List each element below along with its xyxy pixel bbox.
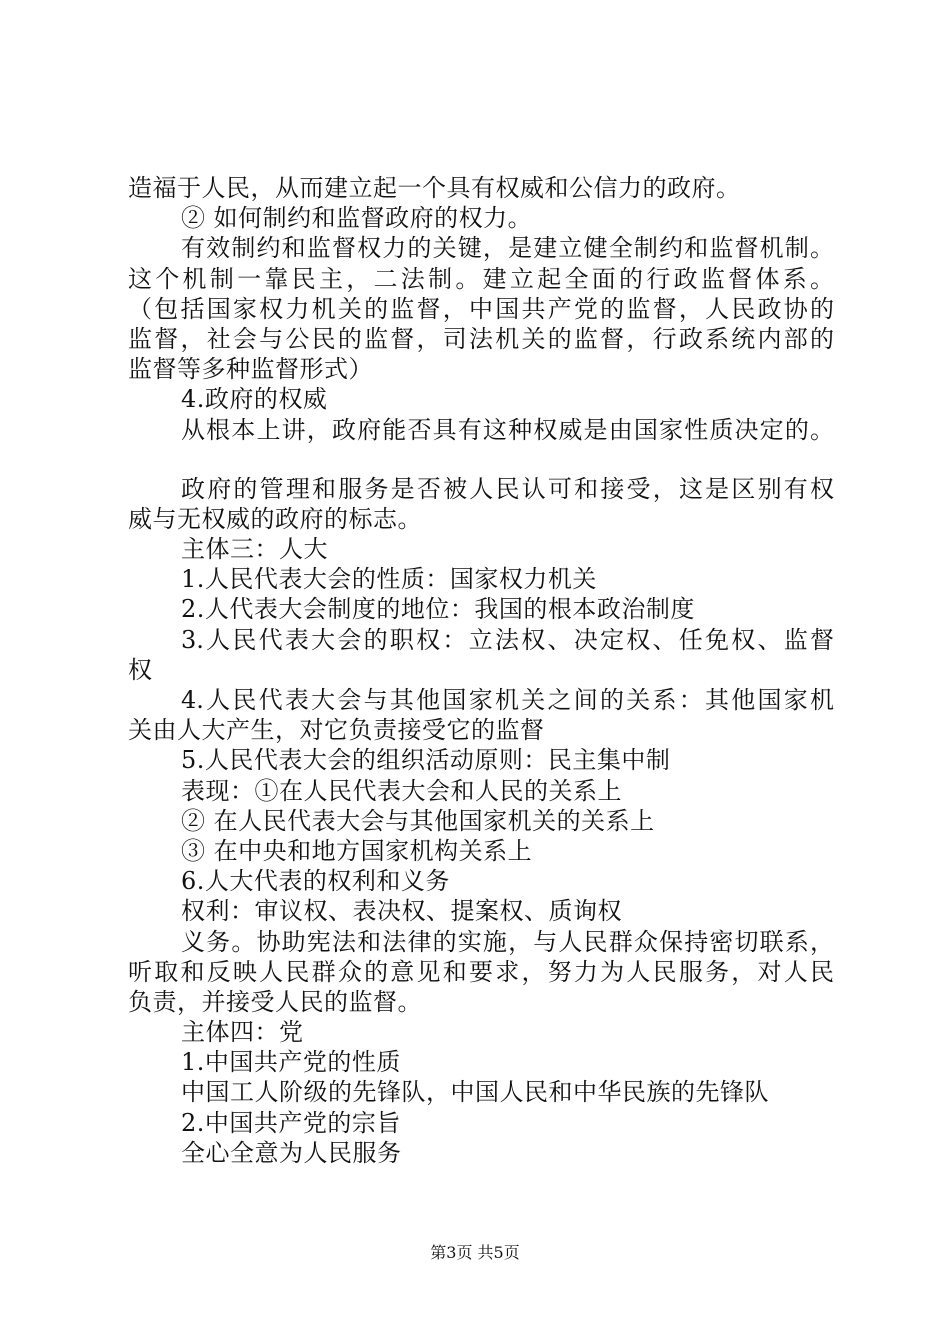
text-line: 5.人民代表大会的组织活动原则：民主集中制 bbox=[181, 746, 671, 775]
text-line: ③ 在中央和地方国家机构关系上 bbox=[181, 836, 533, 865]
text-line: 表现：①在人民代表大会和人民的关系上 bbox=[181, 776, 622, 805]
text-line: 监督等多种监督形式） bbox=[128, 355, 373, 384]
text-line: 1.人民代表大会的性质：国家权力机关 bbox=[181, 565, 597, 594]
text-line: 2.人代表大会制度的地位：我国的根本政治制度 bbox=[181, 595, 695, 624]
text-line: 6.人大代表的权利和义务 bbox=[181, 867, 450, 896]
section-heading: 4.政府的权威 bbox=[181, 385, 328, 414]
text-line: 关由人大产生，对它负责接受它的监督 bbox=[128, 716, 545, 745]
text-line: ② 在人民代表大会与其他国家机关的关系上 bbox=[181, 806, 655, 835]
text-line: 监督，社会与公民的监督，司法机关的监督，行政系统内部的 bbox=[128, 324, 834, 353]
text-line: （包括国家权力机关的监督，中国共产党的监督，人民政协的 bbox=[128, 294, 834, 323]
text-line: 4.人民代表大会与其他国家机关之间的关系：其他国家机 bbox=[181, 686, 834, 714]
text-line: 义务。协助宪法和法律的实施，与人民群众保持密切联系， bbox=[181, 927, 834, 956]
text-line: 听取和反映人民群众的意见和要求，努力为人民服务，对人民 bbox=[128, 957, 834, 986]
paragraph-gap bbox=[128, 445, 834, 474]
text-line: 全心全意为人民服务 bbox=[181, 1138, 402, 1167]
text-line: 这个机制一靠民主，二法制。建立起全面的行政监督体系。 bbox=[128, 264, 834, 293]
section-heading: 主体三：人大 bbox=[181, 535, 328, 564]
section-heading: 主体四：党 bbox=[181, 1018, 304, 1047]
text-line: 权利：审议权、表决权、提案权、质询权 bbox=[181, 897, 622, 926]
text-line: 有效制约和监督权力的关键，是建立健全制约和监督机制。 bbox=[181, 234, 834, 263]
text-line: 从根本上讲，政府能否具有这种权威是由国家性质决定的。 bbox=[181, 415, 834, 444]
text-line: 1.中国共产党的性质 bbox=[181, 1048, 401, 1077]
text-line: 2.中国共产党的宗旨 bbox=[181, 1108, 401, 1137]
text-line: 威与无权威的政府的标志。 bbox=[128, 504, 422, 533]
document-body bbox=[128, 173, 834, 1168]
text-line: 政府的管理和服务是否被人民认可和接受，这是区别有权 bbox=[181, 474, 834, 503]
text-line: 权 bbox=[128, 655, 153, 684]
text-line: ② 如何制约和监督政府的权力。 bbox=[181, 204, 533, 233]
text-line: 造福于人民，从而建立起一个具有权威和公信力的政府。 bbox=[128, 174, 741, 202]
text-line: 中国工人阶级的先锋队，中国人民和中华民族的先锋队 bbox=[181, 1078, 769, 1107]
text-line: 负责，并接受人民的监督。 bbox=[128, 987, 422, 1016]
text-line: 3.人民代表大会的职权：立法权、决定权、任免权、监督 bbox=[181, 625, 834, 654]
page-footer: 第3页 共5页 bbox=[430, 1243, 520, 1262]
